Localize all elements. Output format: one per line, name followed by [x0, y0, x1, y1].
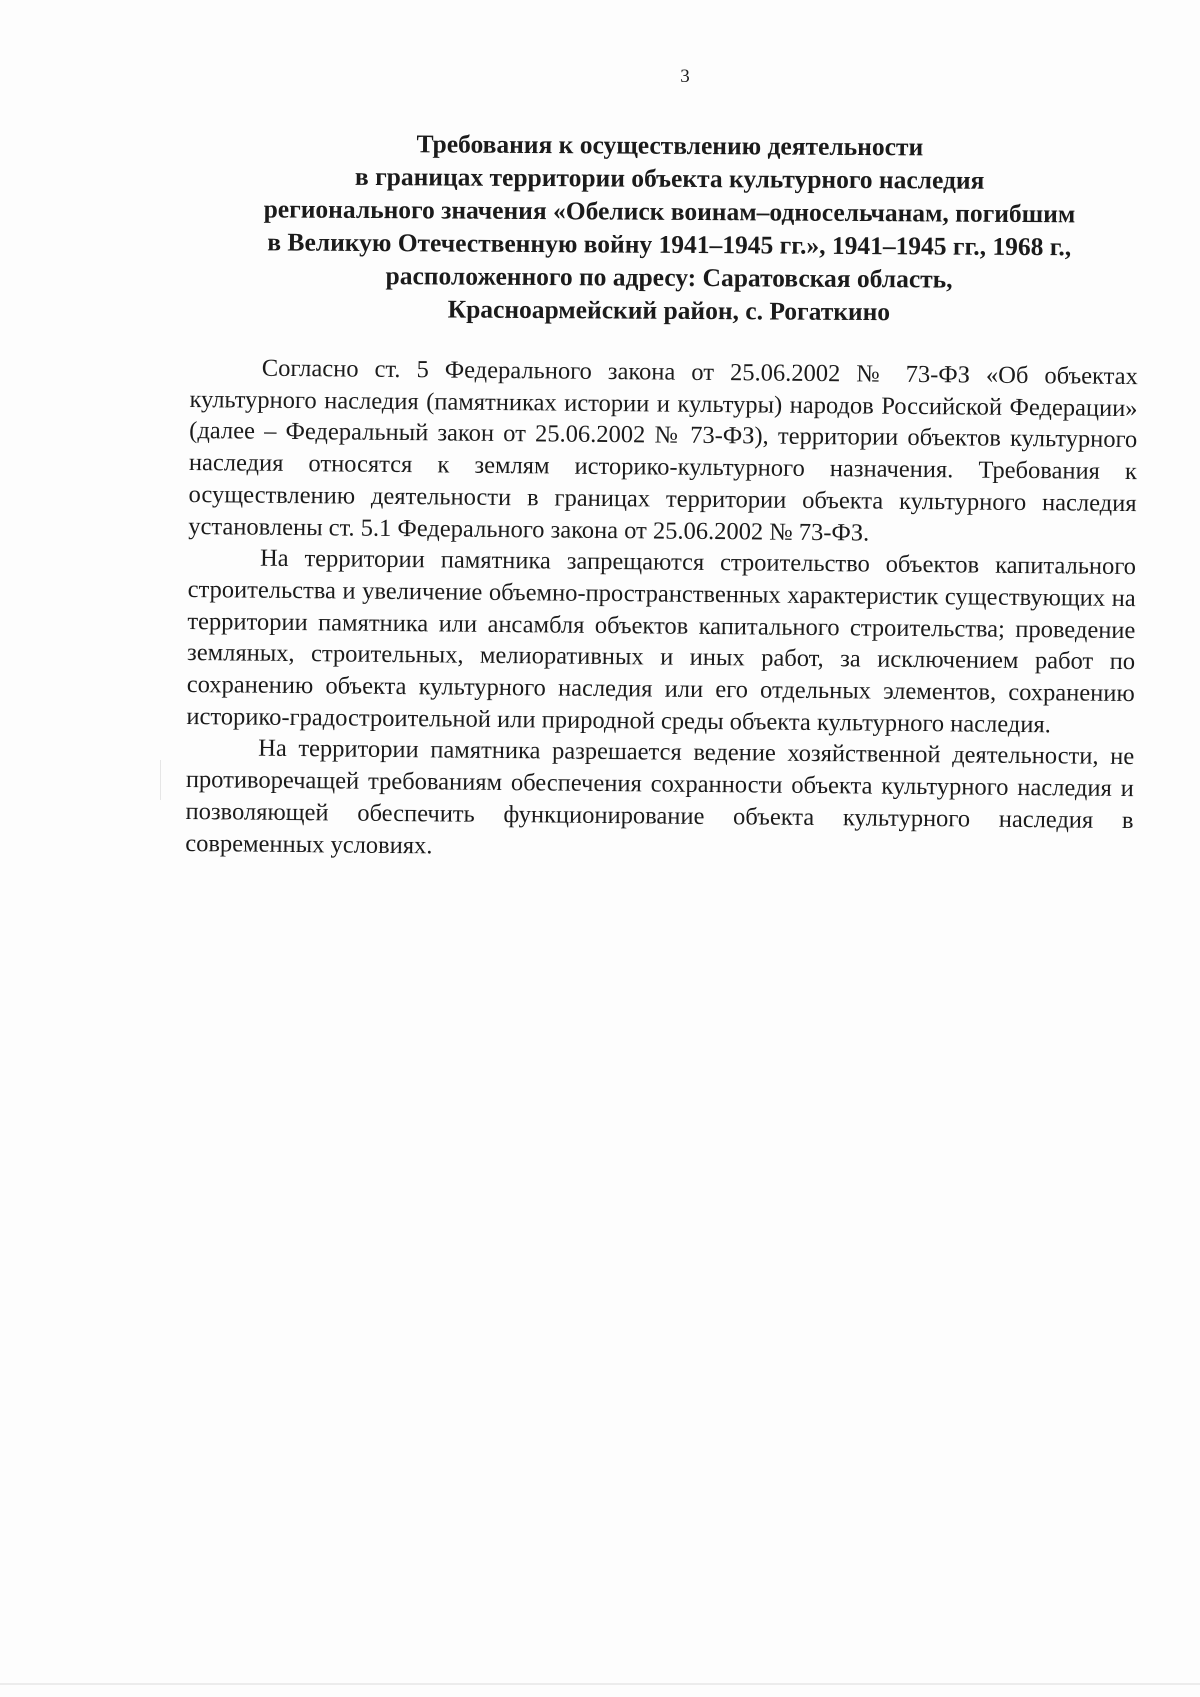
title-line: в границах территории объекта культурного наследия	[354, 161, 985, 195]
body-paragraph: Согласно ст. 5 Федерального закона от 25.06.2002 № 73-ФЗ «Об объектах культурного наследия (памятниках истории и культуры) народов Российской Федерации» (далее – Федеральный закон от 25.06.2002 № 73-ФЗ), территории объектов культурного наследия относятся к землям историко-культурного назначения. Требования к осуществлению деятельности в границах территории объекта культурного наследия установлены ст. 5.1 Федерального закона от 25.06.2002 № 73-ФЗ.	[188, 354, 1138, 547]
document-title	[204, 126, 1135, 330]
body-paragraph: На территории памятника запрещаются строительство объектов капитального строительства и увеличение объемно-пространственных характеристик существующих на территории памятника или ансамбля объектов капитального строительства; проведение земляных, строительных, мелиоративных и иных работ, за исключением работ по сохранению объекта культурного наследия или его отдельных элементов, сохранению историко-градостроительной или природной среды объекта культурного наследия.	[186, 544, 1137, 739]
page-number: 3	[680, 66, 690, 87]
document-body	[185, 352, 1138, 868]
title-line: Красноармейский район, с. Рогаткино	[447, 294, 891, 327]
title-line: регионального значения «Обелиск воинам–односельчанам, погибшим	[263, 194, 1076, 229]
title-line: Требования к осуществлению деятельности	[416, 129, 924, 162]
body-paragraph: На территории памятника разрешается ведение хозяйственной деятельности, не противоречащей требованиям обеспечения сохранности объекта культурного наследия и позволяющей обеспечить функционирование объекта культурного наследия в современных условиях.	[185, 735, 1135, 859]
scan-artifact	[0, 1683, 1200, 1685]
title-line: в Великую Отечественную войну 1941–1945 гг.», 1941–1945 гг., 1968 г.,	[267, 227, 1072, 262]
scan-artifact	[160, 760, 161, 800]
title-line: расположенного по адресу: Саратовская область,	[385, 261, 953, 294]
